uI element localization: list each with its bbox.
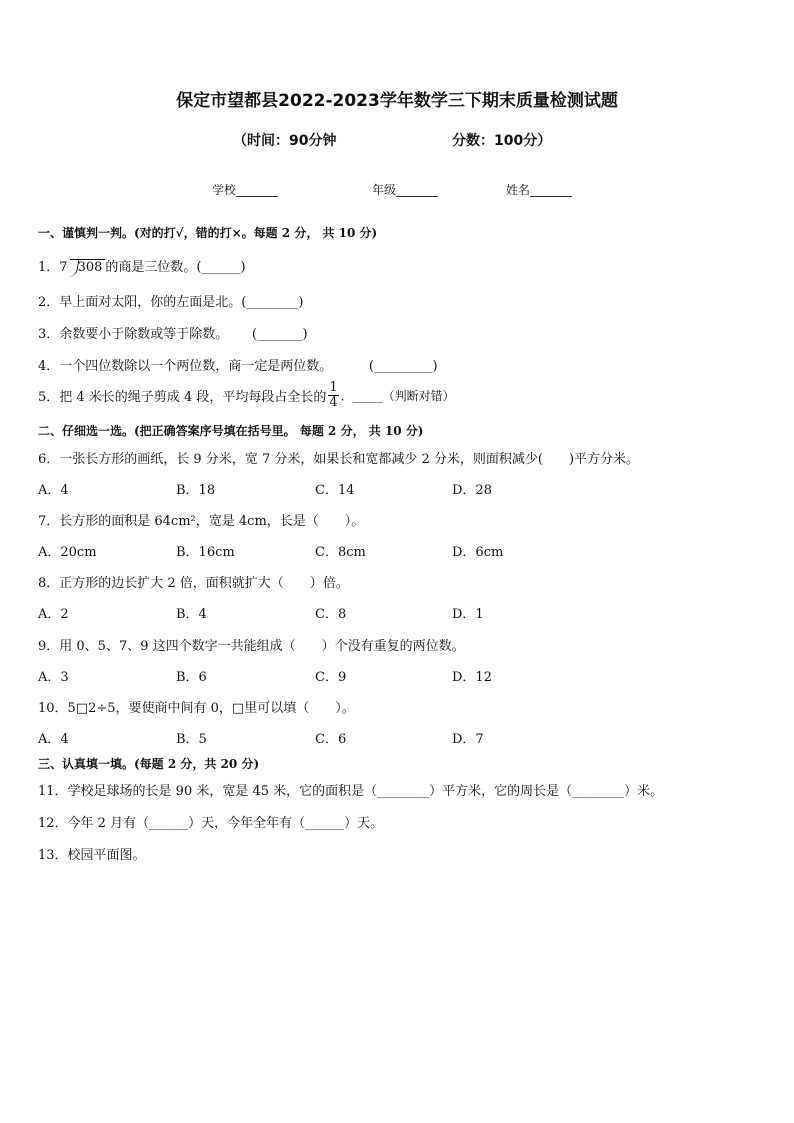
question-10-option-a: A．4 — [38, 732, 69, 747]
question-6-option-d: D．28 — [452, 483, 492, 498]
exam-time: （时间：90分钟 — [233, 133, 337, 149]
long-division-symbol — [70, 259, 106, 275]
question-7-option-a: A．20cm — [38, 545, 97, 560]
exam-score: 分数：100分） — [452, 133, 552, 149]
question-12: 12．今年 2 月有（______）天，今年全年有（______）天。 — [38, 816, 384, 831]
question-1-text: 的商是三位数。(______) — [105, 260, 246, 275]
question-9-option-a: A．3 — [38, 670, 69, 685]
question-9: 9．用 0、5、7、9 这四个数字一共能组成（ ）个没有重复的两位数。 — [38, 639, 465, 654]
question-5-text-before: 5．把 4 米长的绳子剪成 4 段，平均每段占全长的 — [38, 390, 327, 405]
page-title: 保定市望都县2022-2023学年数学三下期末质量检测试题 — [176, 91, 618, 111]
question-4: 4．一个四位数除以一个两位数，商一定是两位数。 (_________) — [38, 359, 438, 374]
question-10: 10．5□2÷5，要使商中间有 0，□里可以填（ ）。 — [38, 701, 355, 716]
question-2: 2．早上面对太阳，你的左面是北。(________) — [38, 295, 304, 310]
question-5 — [38, 381, 455, 410]
question-7-option-d: D．6cm — [452, 545, 504, 560]
question-10-option-d: D．7 — [452, 732, 484, 747]
question-8-option-d: D．1 — [452, 607, 484, 622]
question-7-option-b: B．16cm — [176, 545, 235, 560]
question-6-option-c: C．14 — [315, 483, 355, 498]
question-9-option-c: C．9 — [315, 670, 347, 685]
question-8-option-b: B．4 — [176, 607, 207, 622]
question-1-divisor: 7 — [59, 260, 68, 275]
question-7-option-c: C．8cm — [315, 545, 366, 560]
question-7: 7．长方形的面积是 64cm²，宽是 4cm，长是（ ）。 — [38, 514, 365, 529]
question-9-option-b: B．6 — [176, 670, 207, 685]
question-6-option-a: A．4 — [38, 483, 69, 498]
name-field: 姓名_______ — [506, 183, 573, 197]
question-10-option-b: B．5 — [176, 732, 207, 747]
grade-field: 年级_______ — [372, 183, 439, 197]
question-3: 3．余数要小于除数或等于除数。 (_______) — [38, 327, 308, 342]
fraction-denominator: 4 — [329, 395, 338, 410]
school-field: 学校_______ — [212, 183, 279, 197]
fraction-one-quarter — [328, 381, 338, 410]
question-8: 8．正方形的边长扩大 2 倍，面积就扩大（ ）倍。 — [38, 576, 349, 591]
section-2-heading: 二、仔细选一选。(把正确答案序号填在括号里。 每题 2 分， 共 10 分) — [38, 424, 424, 438]
question-6: 6．一张长方形的画纸，长 9 分米，宽 7 分米，如果长和宽都减少 2 分米，则面积减少( )平方分米。 — [38, 452, 640, 467]
question-13: 13．校园平面图。 — [38, 848, 146, 863]
question-10-option-c: C．6 — [315, 732, 347, 747]
fraction-numerator: 1 — [329, 380, 338, 395]
question-9-option-d: D．12 — [452, 670, 492, 685]
question-8-option-c: C．8 — [315, 607, 347, 622]
section-1-heading: 一、谨慎判一判。(对的打√，错的打×。每题 2 分， 共 10 分) — [38, 226, 378, 240]
question-11: 11．学校足球场的长是 90 米，宽是 45 米，它的面积是（________）平方米，它的周长是（________）米。 — [38, 784, 664, 799]
question-5-text-after: ．_____（判断对错） — [340, 389, 455, 403]
question-8-option-a: A．2 — [38, 607, 69, 622]
question-1-number: 1． — [38, 260, 60, 275]
section-3-heading: 三、认真填一填。(每题 2 分，共 20 分) — [38, 757, 260, 771]
question-1-dividend: 308 — [77, 260, 103, 275]
question-1 — [38, 256, 246, 275]
question-6-option-b: B．18 — [176, 483, 216, 498]
